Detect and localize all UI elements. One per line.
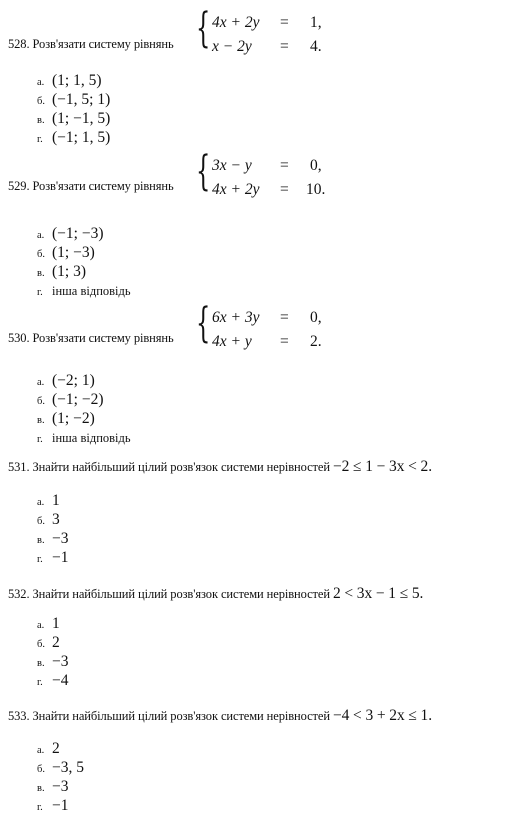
answer-option: в. −3 <box>37 778 69 795</box>
equation-1-rhs: 0, <box>310 157 322 174</box>
problem-stem-text: 533. Знайти найбільший цілий розв'язок системи нерівностей <box>8 709 330 723</box>
inequality: 2 < 3x − 1 ≤ 5. <box>332 585 424 602</box>
problem-stem: 530. Розв'язати систему рівнянь <box>8 331 174 345</box>
equation-2-lhs: x − 2y <box>212 38 252 55</box>
answer-option: в. −3 <box>37 530 69 547</box>
equation-1-equals: = <box>280 309 289 326</box>
problem-stem: 529. Розв'язати систему рівнянь <box>8 179 174 193</box>
equation-1-rhs: 0, <box>310 309 322 326</box>
answer-option: г. інша відповідь <box>37 431 131 445</box>
answer-option: б. 3 <box>37 511 60 528</box>
equation-2-equals: = <box>280 181 289 198</box>
answer-option: г. −1 <box>37 797 69 814</box>
answer-option: а. (1; 1, 5) <box>37 72 102 89</box>
equation-1-lhs: 4x + 2y <box>212 14 260 31</box>
answer-option: г. −1 <box>37 549 69 566</box>
system-brace: { <box>196 299 211 347</box>
equation-1-rhs: 1, <box>310 14 322 31</box>
inequality: −4 < 3 + 2x ≤ 1. <box>332 707 432 724</box>
inequality: −2 ≤ 1 − 3x < 2. <box>332 458 432 475</box>
answer-option: б. (−1, 5; 1) <box>37 91 111 108</box>
equation-2-lhs: 4x + y <box>212 333 252 350</box>
answer-option: а. 2 <box>37 740 60 757</box>
answer-options <box>37 739 84 815</box>
answer-option: а. (−2; 1) <box>37 372 95 389</box>
answer-option: а. 1 <box>37 492 60 509</box>
answer-option: в. (1; 3) <box>37 263 87 280</box>
equation-2-rhs: 4. <box>310 38 322 55</box>
answer-option: г. інша відповідь <box>37 284 131 298</box>
answer-option: б. 2 <box>37 634 60 651</box>
equation-2-lhs: 4x + 2y <box>212 181 260 198</box>
answer-options <box>37 371 131 447</box>
system-brace: { <box>196 147 211 195</box>
answer-option: в. (1; −1, 5) <box>37 110 111 127</box>
equation-1-equals: = <box>280 157 289 174</box>
problem-stem-text: 531. Знайти найбільший цілий розв'язок системи нерівностей <box>8 460 330 474</box>
problem-stem <box>8 458 432 476</box>
answer-option: б. (−1; −2) <box>37 391 104 408</box>
equation-1-equals: = <box>280 14 289 31</box>
problem-stem <box>8 585 423 603</box>
equation-2-equals: = <box>280 38 289 55</box>
answer-options <box>37 491 69 567</box>
equation-2-rhs: 10. <box>306 181 326 198</box>
answer-option: в. −3 <box>37 653 69 670</box>
answer-options <box>37 224 131 300</box>
answer-option: г. (−1; 1, 5) <box>37 129 111 146</box>
answer-options <box>37 614 69 690</box>
answer-option: в. (1; −2) <box>37 410 95 427</box>
answer-option: а. 1 <box>37 615 60 632</box>
answer-option: г. −4 <box>37 672 69 689</box>
equation-2-rhs: 2. <box>310 333 322 350</box>
problem-stem: 528. Розв'язати систему рівнянь <box>8 37 174 51</box>
equation-1-lhs: 3x − y <box>212 157 252 174</box>
answer-option: б. (1; −3) <box>37 244 95 261</box>
answer-options <box>37 71 110 147</box>
equation-2-equals: = <box>280 333 289 350</box>
problem-stem-text: 532. Знайти найбільший цілий розв'язок системи нерівностей <box>8 587 330 601</box>
answer-option: б. −3, 5 <box>37 759 84 776</box>
equation-1-lhs: 6x + 3y <box>212 309 260 326</box>
answer-option: а. (−1; −3) <box>37 225 104 242</box>
system-brace: { <box>196 4 211 52</box>
problem-stem <box>8 707 432 725</box>
